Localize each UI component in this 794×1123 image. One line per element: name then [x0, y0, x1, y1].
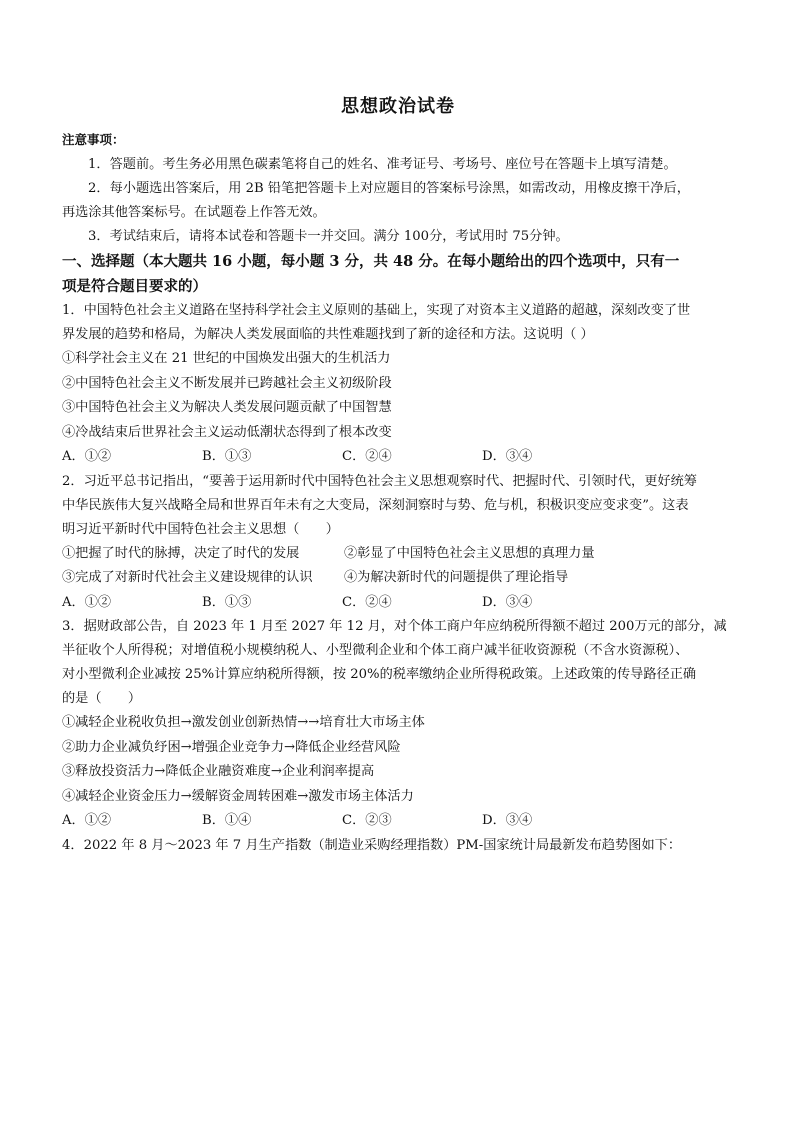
question-3-option-2: ②助力企业减负纾困→增强企业竞争力→降低企业经营风险	[62, 739, 401, 755]
question-2-option-3: ③完成了对新时代社会主义建设规律的认识	[62, 570, 313, 585]
notice-item-2-line-1: 2．每小题选出答案后，用 2B 铅笔把答题卡上对应题目的答案标号涂黑，如需改动，用橡皮擦干净后，	[88, 181, 690, 196]
question-2-choice-a: A．①②	[62, 594, 112, 610]
question-1-option-1: ①科学社会主义在 21 世纪的中国焕发出强大的生机活力	[62, 351, 391, 366]
notice-item-2-line-2: 再选涂其他答案标号。在试题卷上作答无效。	[62, 205, 326, 220]
question-4-stem-line-1: 4．2022 年 8 月～2023 年 7 月生产指数（制造业采购经理指数）PM-国家统计局最新发布趋势图如下：	[62, 837, 682, 853]
question-3-choices	[62, 809, 734, 834]
question-3-stem-line-2: 半征收个人所得税；对增值税小规模纳税人、小型微利企业和个体工商户减半征收资源税（不含水资源税）、	[62, 643, 689, 658]
question-1-stem-line-1: 1．中国特色社会主义道路在坚持科学社会主义原则的基础上，实现了对资本主义道路的超越，深刻改变了世	[62, 303, 691, 318]
question-4	[62, 834, 734, 858]
question-2-options-row-2	[62, 566, 734, 591]
question-2-choice-c: C．②④	[342, 594, 392, 610]
section-heading-line-1: 一、选择题（本大题共 16 小题，每小题 3 分，共 48 分。在每小题给出的四个选项中，只有一	[62, 253, 680, 270]
question-2	[62, 470, 734, 616]
question-2-choices	[62, 591, 734, 616]
question-2-stem-line-2: 中华民族伟大复兴战略全局和世界百年未有之大变局，深刻洞察时与势、危与机，积极识变应变求变”。这表	[62, 497, 689, 513]
question-1-choice-b: B．①③	[202, 449, 252, 464]
notice-heading: 注意事项：	[62, 132, 125, 147]
question-1-choices	[62, 445, 734, 470]
question-2-stem-line-3: 明习近平新时代中国特色社会主义思想（ ）	[62, 521, 339, 537]
notice-item-1: 1．答题前。考生务必用黑色碳素笔将自己的姓名、准考证号、考场号、座位号在答题卡上填写清楚。	[88, 157, 677, 172]
question-1-option-4: ④冷战结束后世界社会主义运动低潮状态得到了根本改变	[62, 424, 392, 440]
question-2-choice-b: B．①③	[202, 594, 252, 610]
question-1-option-2: ②中国特色社会主义不断发展并已跨越社会主义初级阶段	[62, 375, 392, 391]
question-1-option-3: ③中国特色社会主义为解决人类发展问题贡献了中国智慧	[62, 400, 392, 415]
question-3-stem-line-4: 的是（ ）	[62, 691, 142, 706]
question-1-stem-line-2: 界发展的趋势和格局，为解决人类发展面临的共性难题找到了新的途径和方法。这说明（ ）	[62, 327, 594, 342]
question-2-option-4: ④为解决新时代的问题提供了理论指导	[344, 570, 569, 585]
question-3-option-1: ①减轻企业税收负担→激发创业创新热情→→培育壮大市场主体	[62, 715, 425, 730]
question-3-choice-a: A．①②	[62, 813, 112, 828]
question-2-option-1: ①把握了时代的脉搏，决定了时代的发展	[62, 545, 300, 561]
question-1-choice-c: C．②④	[342, 449, 392, 464]
question-3-stem-line-1: 3．据财政部公告，自 2023 年 1 月至 2027 年 12 月，对个体工商户年应纳税所得额不超过 200万元的部分，减	[62, 619, 727, 634]
question-2-choice-d: D．③④	[482, 594, 533, 610]
question-3-choice-d: D．③④	[482, 813, 533, 828]
question-2-option-2: ②彰显了中国特色社会主义思想的真理力量	[344, 545, 595, 561]
question-3-option-3: ③释放投资活力→降低企业融资难度→企业利润率提高	[62, 764, 375, 779]
question-3-choice-c: C．②③	[342, 813, 392, 828]
notice-item-3: 3．考试结束后，请将本试卷和答题卡一并交回。满分 100分，考试用时 75分钟。	[88, 229, 569, 244]
exam-page	[62, 92, 734, 858]
question-3-choice-b: B．①④	[202, 813, 252, 828]
question-1-choice-a: A．①②	[62, 449, 112, 464]
question-3	[62, 615, 734, 834]
question-2-options-row-1	[62, 542, 734, 567]
page-title: 思想政治试卷	[341, 96, 455, 117]
question-2-stem-line-1: 2．习近平总书记指出，“要善于运用新时代中国特色社会主义思想观察时代、把握时代、引领时代，更好统筹	[62, 473, 697, 489]
question-1	[62, 299, 734, 470]
section-heading-line-2: 项是符合题目要求的）	[62, 278, 207, 295]
question-1-choice-d: D．③④	[482, 449, 533, 464]
question-3-option-4: ④减轻企业资金压力→缓解资金周转困难→激发市场主体活力	[62, 788, 414, 804]
question-3-stem-line-3: 对小型微利企业减按 25%计算应纳税所得额，按 20%的税率缴纳企业所得税政策。上述政策的传导路径正确	[62, 667, 697, 682]
